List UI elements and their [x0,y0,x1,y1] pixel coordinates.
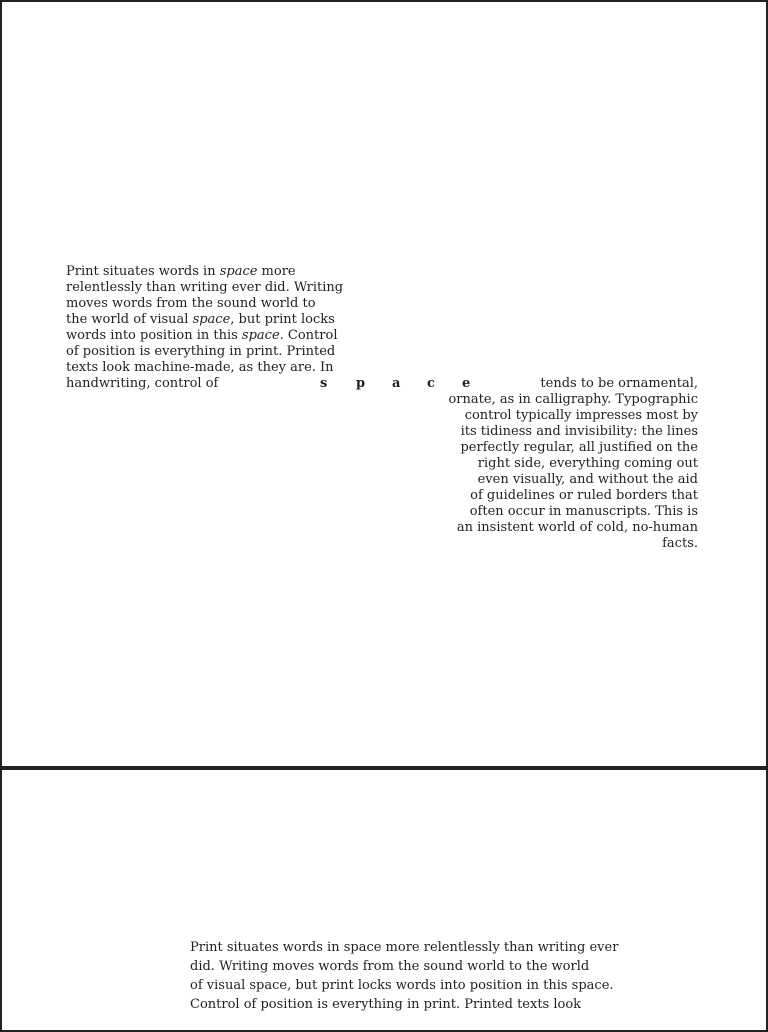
right-line-1: tends to be ornamental, [540,376,698,391]
space-emphasis: space [219,264,258,279]
left-line-8: handwriting, control of [66,376,219,391]
right-line-5: perfectly regular, all justified on the [460,440,698,455]
left-text-block [66,264,344,394]
left-line-7: texts look machine-made, as they are. In [66,360,334,375]
space-letter-s: s [320,376,328,391]
justified-line-4: Control of position is everything in print. Printed texts look [190,997,582,1012]
space-letter-p: p [356,376,366,391]
right-line-2: ornate, as in calligraphy. Typographic [448,392,698,407]
right-line-9: often occur in manuscripts. This is [469,504,698,519]
left-line-5: words into position in this space. Control [66,328,338,343]
right-line-10: an insistent world of cold, no-human [456,520,698,535]
left-line-4: the world of visual space, but print locks [66,312,335,327]
space-emphasis: space [241,328,280,343]
space-letter-c: c [427,376,435,391]
space-emphasis: space [192,312,231,327]
right-line-7: even visually, and without the aid [477,472,698,487]
page-two [0,768,768,1032]
left-line-2: relentlessly than writing ever did. Writing [66,280,344,295]
right-text-block [442,376,698,556]
justified-line-1: Print situates words in space more relentlessly than writing ever [190,940,619,955]
right-line-11: facts. [662,536,698,551]
right-line-8: of guidelines or ruled borders that [470,488,698,503]
left-line-1: Print situates words in space more [66,264,296,279]
space-letter-e: e [462,376,471,391]
justified-line-3: of visual space, but print locks words into position in this space. [190,978,614,993]
justified-line-2: did. Writing moves words from the sound world to the world [190,959,590,974]
right-line-4: its tidiness and invisibility: the lines [460,424,698,439]
right-line-6: right side, everything coming out [477,456,698,471]
right-line-3: control typically impresses most by [464,408,698,423]
left-line-3: moves words from the sound world to [66,296,316,311]
left-line-6: of position is everything in print. Printed [66,344,336,359]
space-letter-a: a [392,376,401,391]
